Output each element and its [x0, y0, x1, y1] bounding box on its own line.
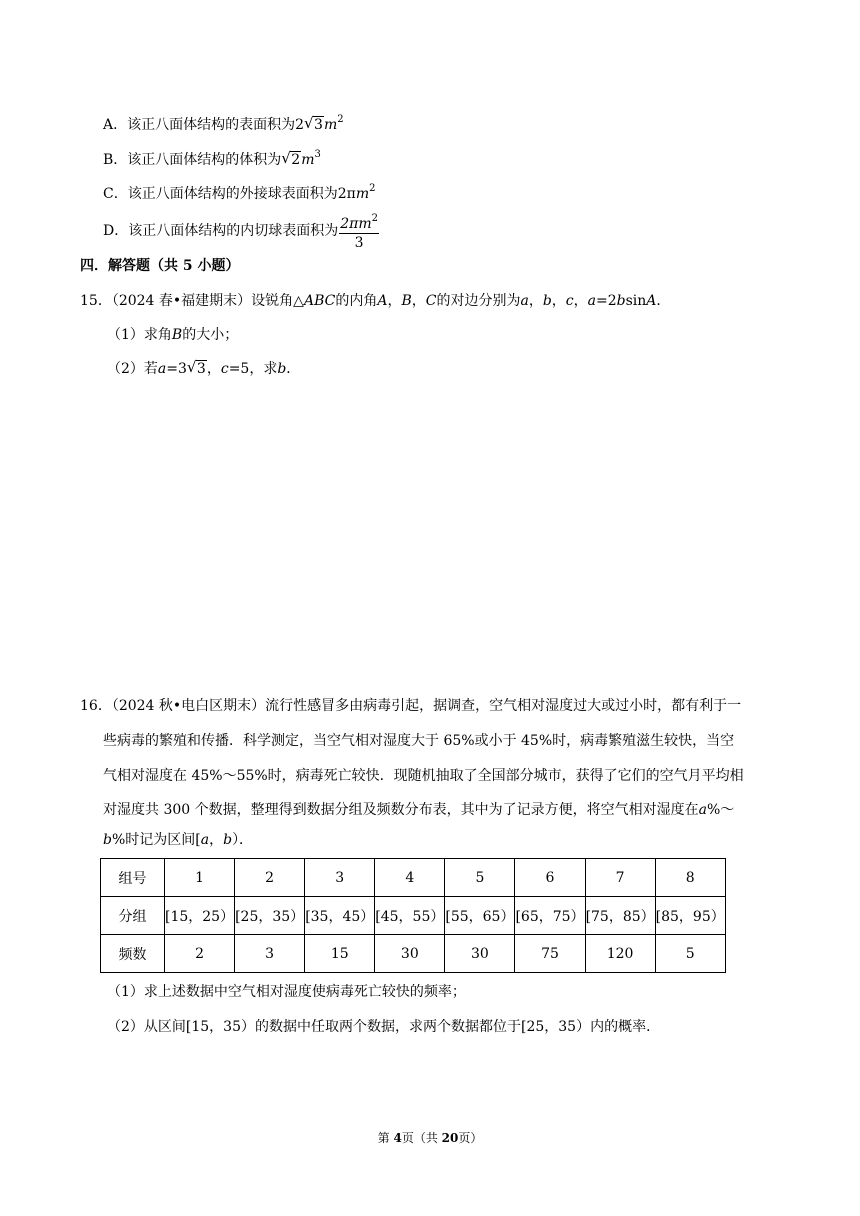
- option-a-radicand: 3: [314, 117, 323, 133]
- option-b-radicand: 2: [291, 152, 301, 168]
- q15-var-B: B: [401, 293, 412, 309]
- option-b-sqrt: √ 2: [281, 149, 301, 168]
- q15-var-a: a: [520, 293, 529, 309]
- option-b-label: B．: [103, 152, 128, 168]
- table-cell: 5: [445, 859, 515, 897]
- q15-eq: =2: [596, 293, 617, 309]
- q15-sep-3: ，: [528, 293, 543, 309]
- table-cell: [85，95）: [655, 897, 725, 935]
- q15-source: （2024 春•福建期末）: [111, 293, 252, 309]
- table-row-group-number: [101, 859, 726, 897]
- q16-line-5-comma: ，: [209, 832, 224, 848]
- q15-sin: sin: [625, 293, 647, 309]
- option-a-expr: [295, 114, 344, 133]
- option-d-text: 该正八面体结构的内切球表面积为: [128, 223, 339, 239]
- table-cell: [45，55）: [375, 897, 445, 935]
- frequency-table: [100, 858, 726, 973]
- footer-pre: 第: [377, 1131, 394, 1145]
- q16-line-4-end: %～: [706, 802, 735, 818]
- q15-part1-end: 的大小；: [182, 327, 239, 343]
- q15-text-1: 设锐角△: [251, 293, 304, 309]
- q15-var-b: b: [542, 293, 552, 309]
- q16-line-1: 16．（2024 秋•电白区期末）流行性感冒多由病毒引起，据调查，空气相对湿度过大或过小时，都有利于一: [80, 698, 742, 714]
- q15-part2-end: ．: [286, 361, 301, 377]
- table-cell: 7: [585, 859, 655, 897]
- table-cell: 120: [585, 935, 655, 973]
- q16-line-5-end: ）．: [232, 832, 254, 848]
- q15-part2-radicand: 3: [196, 361, 206, 377]
- table-cell: 3: [305, 859, 375, 897]
- table-cell: 4: [375, 859, 445, 897]
- table-cell: 1: [165, 859, 235, 897]
- table-cell: 5: [655, 935, 725, 973]
- table-cell: [65，75）: [515, 897, 585, 935]
- option-d-label: D．: [103, 223, 129, 239]
- option-d-numerator: 2πm: [340, 216, 372, 232]
- option-a-coef: 2: [295, 117, 305, 133]
- q15-part1-text: （1）求角: [107, 327, 172, 343]
- table-row-label: 组号: [101, 859, 165, 897]
- q15-part2: [107, 359, 300, 379]
- table-row-interval: [101, 897, 726, 935]
- table-cell: [25，35）: [235, 897, 305, 935]
- q15-part2-sep: ，: [206, 361, 221, 377]
- section-title: 四．解答题（共 5 小题）: [80, 258, 240, 274]
- option-d-denominator: 3: [354, 235, 364, 251]
- table-cell: [35，45）: [305, 897, 375, 935]
- page-total: 20: [441, 1131, 459, 1145]
- table-cell: [15，25）: [165, 897, 235, 935]
- option-c-unit: m: [355, 186, 370, 202]
- option-a: [103, 110, 344, 135]
- table-cell: 3: [235, 935, 305, 973]
- q15-text-2: 的内角: [335, 293, 378, 309]
- table-cell: 6: [515, 859, 585, 897]
- q15-part2-b: b: [277, 361, 287, 377]
- option-b-unit: m: [301, 152, 315, 168]
- q15-part1-var: B: [171, 327, 183, 343]
- table-cell: [55，65）: [445, 897, 515, 935]
- table-cell: 75: [515, 935, 585, 973]
- q15-stem: [80, 291, 670, 311]
- q15-sep-5: ，: [573, 293, 588, 309]
- option-b-text: 该正八面体结构的体积为: [127, 152, 282, 168]
- footer-post: 页）: [458, 1131, 483, 1145]
- option-a-label: A．: [103, 117, 128, 133]
- q15-part2-c-eq: =5，求: [228, 361, 278, 377]
- page-number: 4: [393, 1131, 402, 1145]
- q16-line-4-a: a: [698, 802, 707, 818]
- q16-line-2: 些病毒的繁殖和传播．科学测定，当空气相对湿度大于 65%或小于 45%时，病毒繁殖滋生较快，当空: [103, 733, 735, 749]
- q16-part1: （1）求上述数据中空气相对湿度使病毒死亡较快的频率；: [107, 984, 466, 1000]
- table-cell: 30: [445, 935, 515, 973]
- option-b-expr: [281, 149, 321, 168]
- option-c-expr: [337, 183, 376, 202]
- option-d: [103, 210, 379, 252]
- q15-sep-4: ，: [551, 293, 566, 309]
- q15-eq-A: A: [646, 293, 657, 309]
- q16-line-4: [103, 800, 734, 820]
- q15-eq-b: b: [616, 293, 626, 309]
- footer-mid: 页（共: [401, 1131, 442, 1145]
- q15-part2-eq: =3: [166, 361, 187, 377]
- q15-eq-a: a: [587, 293, 596, 309]
- q16-part2: （2）从区间[15，35）的数据中任取两个数据，求两个数据都位于[25，35）内的概率．: [107, 1019, 661, 1035]
- q16-line-4-text: 对湿度共 300 个数据，整理得到数据分组及频数分布表，其中为了记录方便，将空气相对湿度在: [103, 802, 699, 818]
- table-row-label: 频数: [101, 935, 165, 973]
- option-c-exp: 2: [369, 183, 376, 194]
- q15-number: 15．: [80, 293, 112, 309]
- table-cell: 8: [655, 859, 725, 897]
- option-a-sqrt: √ 3: [304, 114, 323, 133]
- q15-sep-1: ，: [387, 293, 402, 309]
- q15-text-3: 的对边分别为: [436, 293, 521, 309]
- q15-part2-text: （2）若: [107, 361, 158, 377]
- table-row-frequency: [101, 935, 726, 973]
- table-cell: 15: [305, 935, 375, 973]
- option-c-coef: 2π: [337, 186, 356, 202]
- table-row-label: 分组: [101, 897, 165, 935]
- page-footer: [0, 1130, 860, 1146]
- option-b: [103, 145, 321, 170]
- q15-var-A: A: [377, 293, 388, 309]
- q16-line-3: 气相对湿度在 45%～55%时，病毒死亡较快．现随机抽取了全国部分城市，获得了它们的空气月平均相: [103, 768, 744, 784]
- option-d-fraction: [339, 210, 379, 252]
- option-d-num-exp: 2: [371, 213, 378, 224]
- q15-part2-c: c: [220, 361, 229, 377]
- q15-part2-sqrt: √ 3: [186, 358, 206, 377]
- q15-triangle: ABC: [303, 293, 336, 309]
- option-c: [103, 179, 375, 204]
- q16-line-5-a: a: [200, 832, 210, 848]
- option-c-label: C．: [103, 186, 128, 202]
- option-a-exp: 2: [337, 114, 344, 125]
- q15-end: ．: [656, 293, 671, 309]
- q16-line-5-mid: %时记为区间[: [111, 832, 201, 848]
- table-cell: 30: [375, 935, 445, 973]
- option-c-text: 该正八面体结构的外接球表面积为: [127, 186, 338, 202]
- q16-line-5: [103, 830, 253, 850]
- option-a-unit: m: [323, 117, 338, 133]
- table-cell: 2: [235, 859, 305, 897]
- table-cell: [75，85）: [585, 897, 655, 935]
- q15-part1: [107, 325, 238, 345]
- q16-line-5-b: b: [103, 832, 112, 848]
- q15-part2-a: a: [157, 361, 167, 377]
- q15-var-c: c: [565, 293, 574, 309]
- option-a-text: 该正八面体结构的表面积为: [127, 117, 296, 133]
- q15-sep-2: ，: [411, 293, 426, 309]
- option-b-exp: 3: [314, 149, 321, 160]
- table-cell: 2: [165, 935, 235, 973]
- q15-var-C: C: [425, 293, 437, 309]
- q16-line-5-b2: b: [223, 832, 233, 848]
